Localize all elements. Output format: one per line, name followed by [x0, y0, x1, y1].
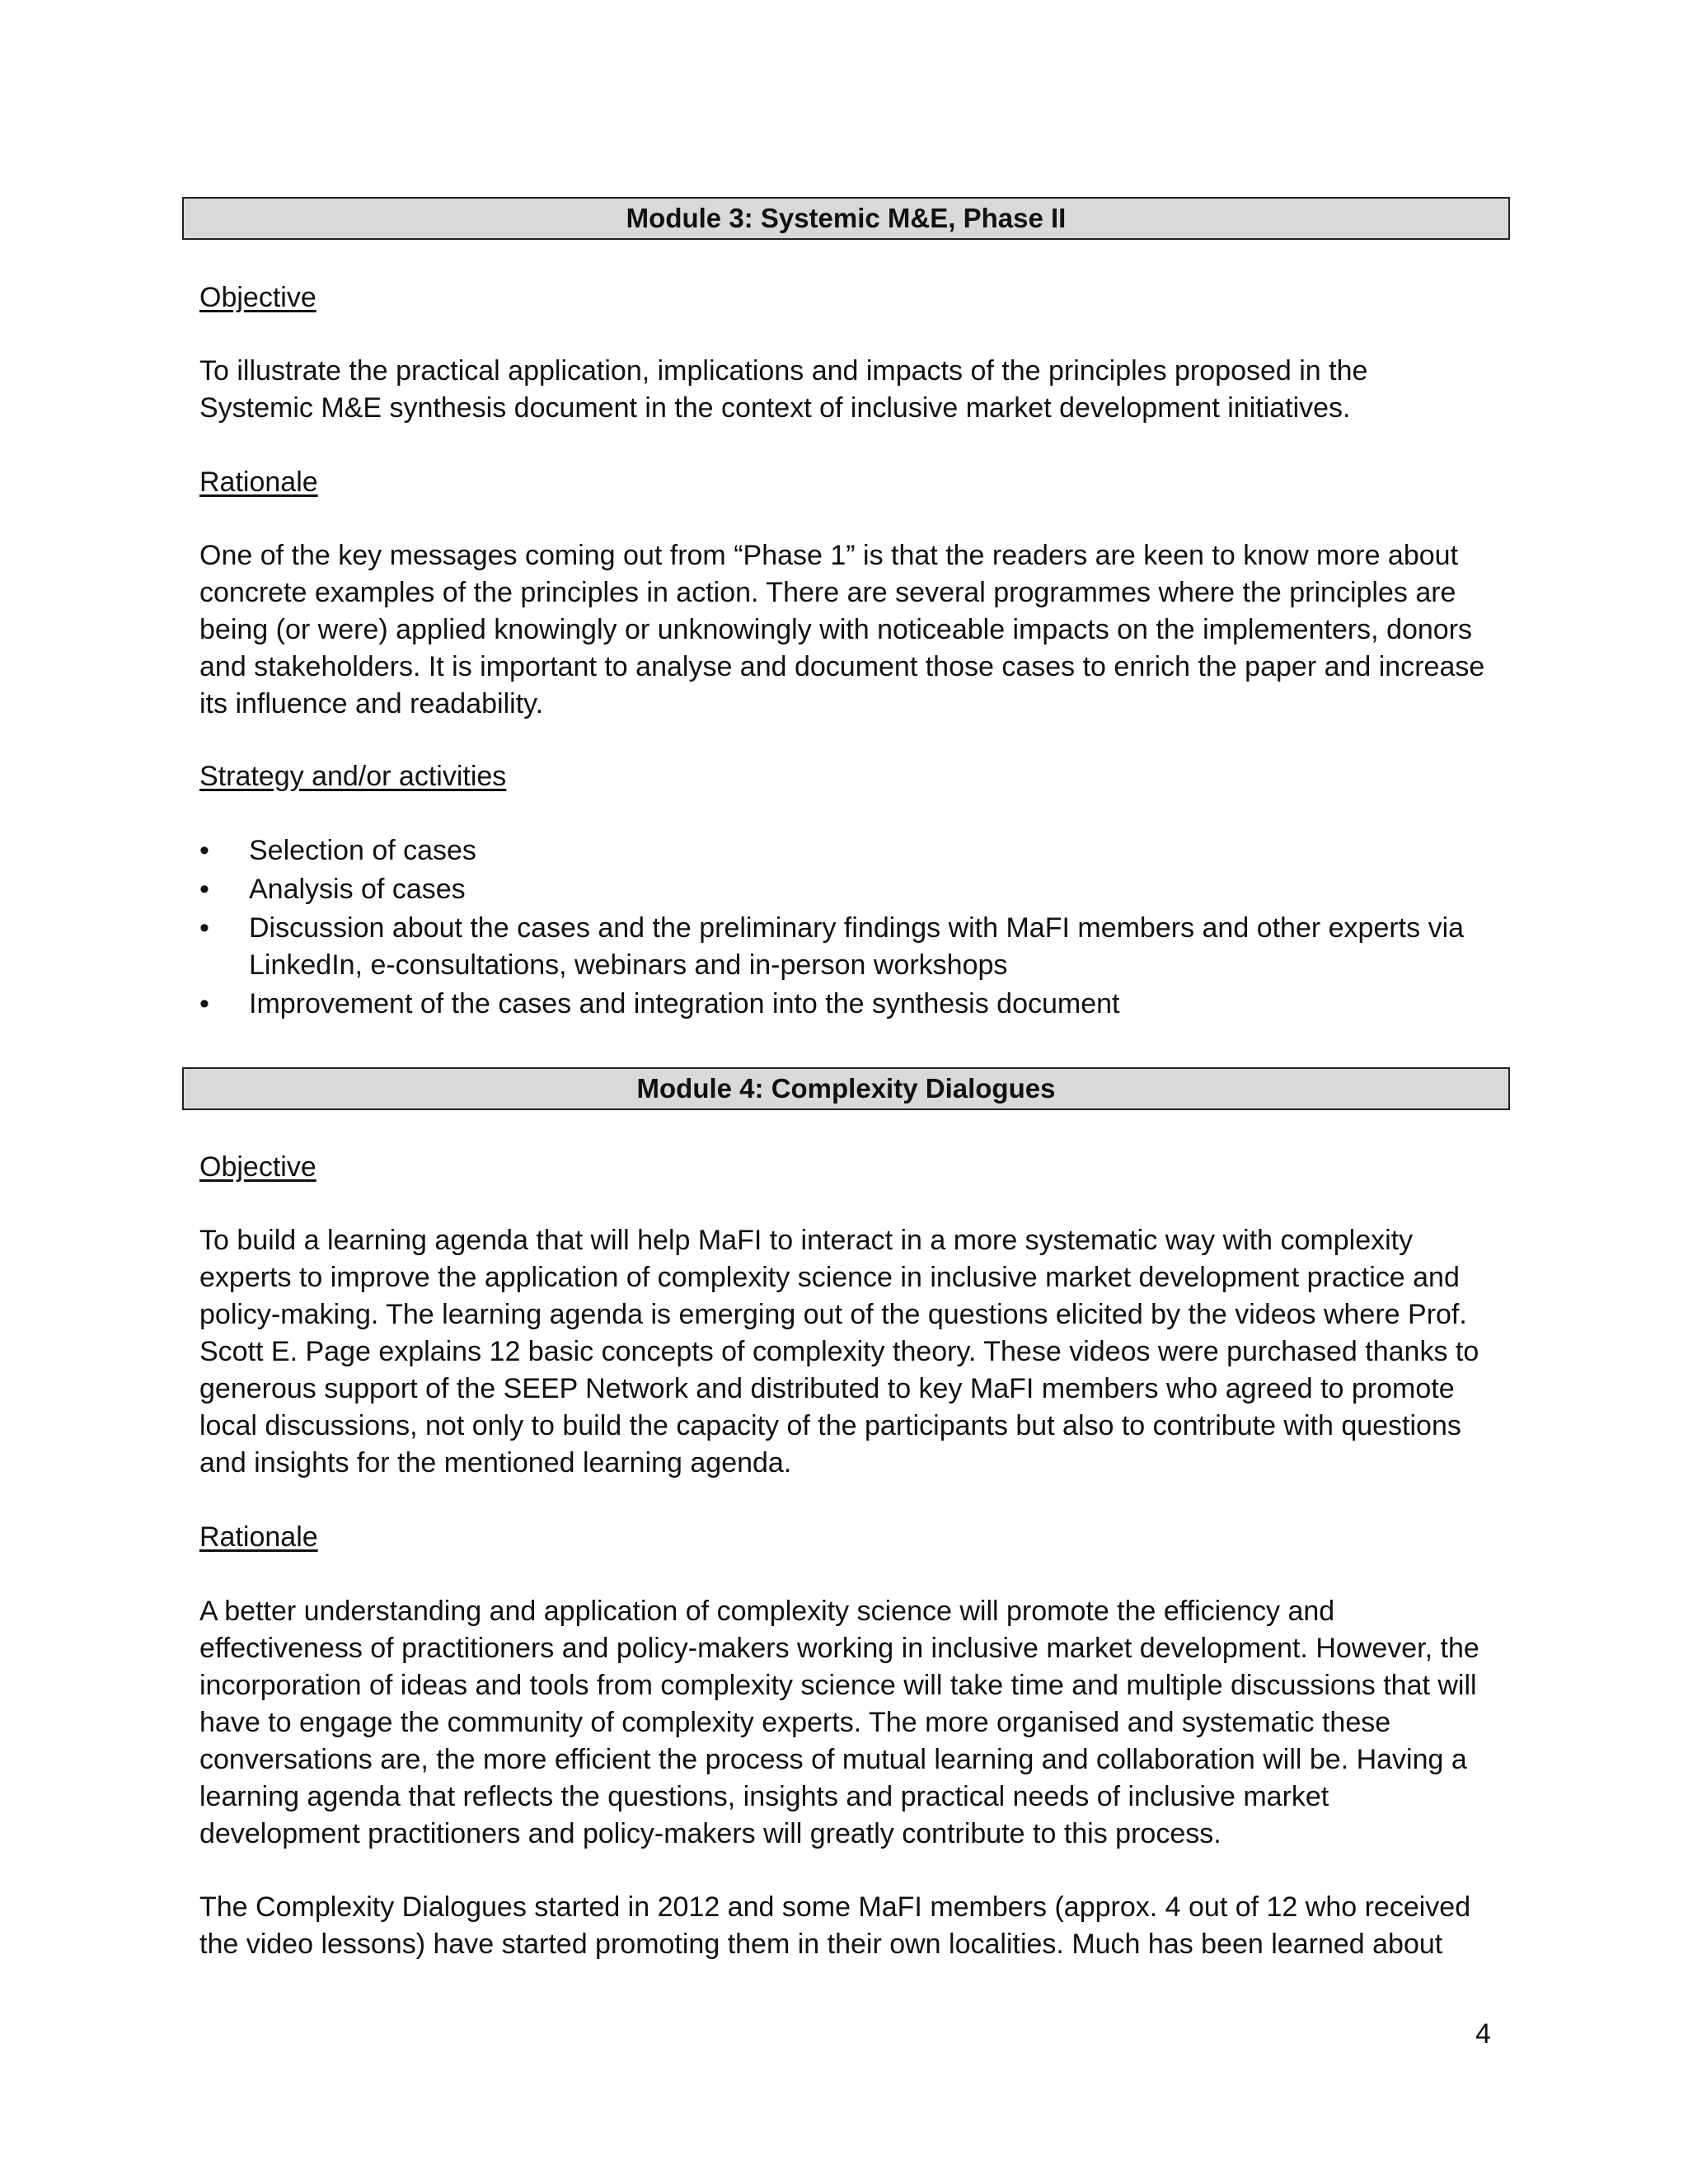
list-item — [199, 986, 1510, 1023]
module-4-dialogues-text — [199, 1889, 1510, 1963]
module-4-objective-heading: Objective — [199, 1151, 316, 1183]
bullet-icon: • — [199, 835, 209, 866]
text-line: To build a learning agenda that will help MaFI to interact in a more systematic way with complexity — [199, 1225, 1414, 1256]
module-3-objective-heading: Objective — [199, 282, 316, 313]
text-line: To illustrate the practical application, implications and impacts of the principles proposed in the — [199, 355, 1368, 387]
text-line: One of the key messages coming out from “Phase 1” is that the readers are keen to know more about — [199, 540, 1459, 571]
text-line: policy-making. The learning agenda is emerging out of the questions elicited by the videos where Prof. — [199, 1299, 1467, 1330]
module-3-rationale-heading: Rationale — [199, 466, 318, 498]
text-line: Systemic M&E synthesis document in the context of inclusive market development initiatives. — [199, 392, 1351, 424]
module-3-strategy-heading: Strategy and/or activities — [199, 761, 507, 792]
text-line: concrete examples of the principles in action. There are several programmes where the principles are — [199, 577, 1456, 608]
text-line: The Complexity Dialogues started in 2012 and some MaFI members (approx. 4 out of 12 who received — [199, 1891, 1471, 1923]
text-line: Improvement of the cases and integration into the synthesis document — [249, 988, 1120, 1019]
text-line: LinkedIn, e-consultations, webinars and in-person workshops — [249, 949, 1008, 981]
module-3-title: Module 3: Systemic M&E, Phase II — [626, 203, 1067, 233]
module-4-title: Module 4: Complexity Dialogues — [636, 1073, 1056, 1104]
module-4-objective-text — [199, 1222, 1510, 1482]
module-3-rationale-text — [199, 537, 1510, 723]
module-3-header — [182, 197, 1510, 240]
text-line: the video lessons) have started promoting them in their own localities. Much has been learned about — [199, 1929, 1443, 1960]
text-line: development practitioners and policy-makers will greatly contribute to this process. — [199, 1818, 1221, 1849]
text-line: incorporation of ideas and tools from complexity science will take time and multiple discussions that will — [199, 1670, 1477, 1701]
module-3-objective-text — [199, 353, 1510, 427]
text-line: learning agenda that reflects the questions, insights and practical needs of inclusive market — [199, 1781, 1329, 1812]
bullet-icon: • — [199, 988, 209, 1019]
module-4-rationale-heading: Rationale — [199, 1521, 318, 1553]
text-line: A better understanding and application of complexity science will promote the efficiency and — [199, 1596, 1335, 1627]
text-line: Selection of cases — [249, 835, 476, 866]
text-line: Discussion about the cases and the preliminary findings with MaFI members and other experts via — [249, 912, 1465, 944]
text-line: and insights for the mentioned learning agenda. — [199, 1447, 792, 1479]
list-item — [199, 832, 1510, 869]
text-line: local discussions, not only to build the capacity of the participants but also to contribute with questions — [199, 1410, 1461, 1441]
text-line: experts to improve the application of complexity science in inclusive market development practice and — [199, 1262, 1460, 1293]
text-line: conversations are, the more efficient the process of mutual learning and collaboration will be. Having a — [199, 1744, 1467, 1775]
text-line: Analysis of cases — [249, 874, 466, 905]
text-line: effectiveness of practitioners and policy-makers working in inclusive market development. However, the — [199, 1633, 1479, 1664]
module-3-activities-list — [199, 832, 1510, 1024]
bullet-icon: • — [199, 874, 209, 905]
text-line: Scott E. Page explains 12 basic concepts of complexity theory. These videos were purchased thanks to — [199, 1336, 1479, 1367]
text-line: its influence and readability. — [199, 688, 544, 719]
page-number: 4 — [1475, 2018, 1491, 2050]
module-4-rationale-text — [199, 1593, 1510, 1853]
text-line: being (or were) applied knowingly or unknowingly with noticeable impacts on the implementers, donors — [199, 614, 1473, 645]
text-line: and stakeholders. It is important to analyse and document those cases to enrich the paper and increase — [199, 651, 1485, 682]
text-line: generous support of the SEEP Network and distributed to key MaFI members who agreed to promote — [199, 1373, 1455, 1404]
text-line: have to engage the community of complexity experts. The more organised and systematic these — [199, 1707, 1391, 1738]
list-item — [199, 871, 1510, 908]
list-item — [199, 910, 1510, 984]
bullet-icon: • — [199, 912, 209, 944]
module-4-header — [182, 1067, 1510, 1110]
